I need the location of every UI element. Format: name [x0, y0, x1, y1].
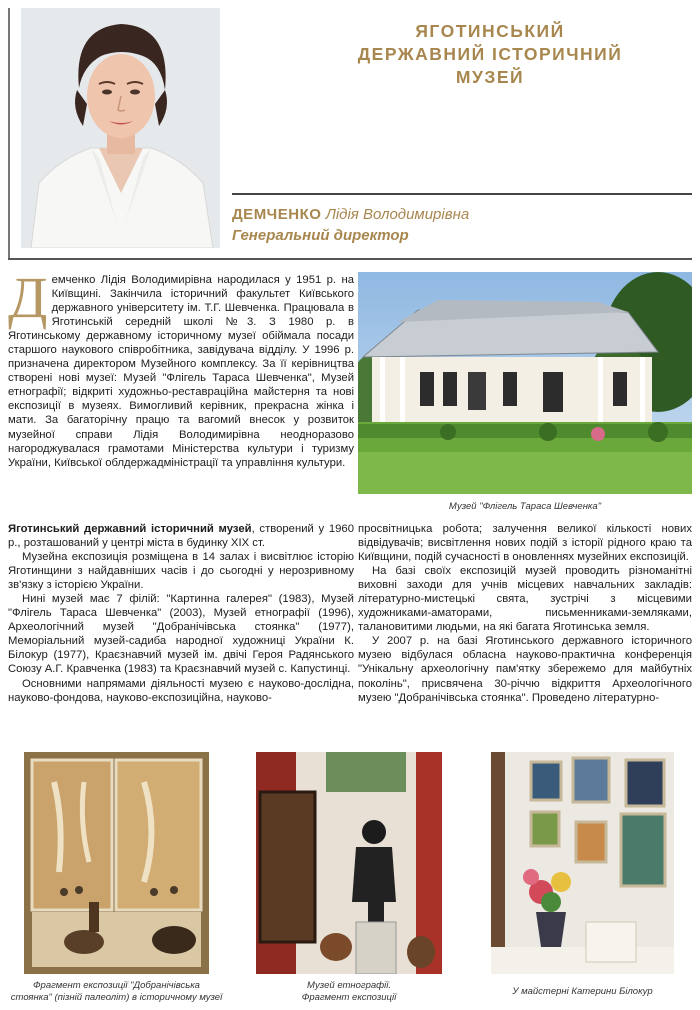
- bio-dropcap: Д: [8, 265, 48, 330]
- article-paragraph: На базі своїх експозицій музей проводить різноманітні виховні заходи для учнів місцевих навчальних закладів: літературно-мистецькі свята, зустрічі з місцевими художниками-аматорами, письменниками-земляками, талановитими людьми, на які багата Яготинська земля.: [358, 565, 692, 634]
- header-divider: [232, 193, 692, 195]
- director-position: Генеральний директор: [232, 227, 409, 244]
- director-portrait: [21, 8, 220, 248]
- article-paragraph: У 2007 р. на базі Яготинського державного історичного музею відбулася обласна науково-практична конференція "Унікальну археологічну пам'ятку збережемо для майбутніх поколінь", присвячена 30-річчю відкриття Археологічного музею "Добранічівська стоянка". Проведено літературно-: [358, 635, 692, 704]
- director-name: [232, 206, 469, 223]
- article-paragraph: Основними напрямами діяльності музею є науково-дослідна, науково-фондова, науково-експозиційна, науково-: [8, 677, 354, 704]
- museum-title: [300, 20, 680, 89]
- caption-line: Фрагмент експозиції "Добранічівська: [33, 980, 200, 991]
- article-column-1: [8, 522, 354, 705]
- caption-dobranichivka: [4, 980, 229, 1004]
- article-paragraph: Музейна експозиція розміщена в 14 залах і висвітлює історію Яготинщини з найдавніших часів і до сьогодні у нерозривному зв'язку з історією України.: [8, 551, 354, 592]
- photo-shevchenko-house: [358, 272, 692, 494]
- bio-text: емченко Лідія Володимирівна народилася у 1951 р. на Київщині. Закінчила історичний факультет Київського державного університету ім. Т.Г. Шевченка. Працювала в Яготинській середній школі №3. З 1980 р. в Яготинському державному історичному музеї обіймала посади старшого наукового співробітника, завідувача відділу. У 1996 р. призначена директором Музейного комплексу. За її керівництва створені нові музеї: Музей "Флігель Тараса Шевченка", Музей етнографії; відкриті художньо-реставраційна майстерня та нові експозиції в музеях. Вимогливий керівник, прекрасна жінка і мати. За багаторічну працю та вагомий внесок у розвиток музейної справи Лідія Володимирівна неодноразово нагороджувалася грамотами Міністерства культури і туризму України, Київської облдержадміністрації та управління культури.: [8, 274, 354, 469]
- caption-shevchenko-house: Музей "Флігель Тараса Шевченка": [448, 501, 602, 512]
- photo-ethnography-museum: [256, 752, 442, 974]
- article-paragraph: просвітницька робота; залучення великої кількості нових відвідувачів; висвітлення нових подій з історії рідного краю та Київщини, подій сучасності в оновленнях музейних експозицій.: [358, 523, 692, 564]
- article-paragraph: [8, 522, 354, 550]
- article-text: , створений у 1960 р., розташований у центрі міста в будинку XIX ст.: [8, 523, 354, 550]
- caption-bilokur-workshop: У майстерні Катерини Білокур: [512, 986, 653, 997]
- museum-title-line-2: ДЕРЖАВНИЙ ІСТОРИЧНИЙ: [357, 44, 623, 64]
- article-paragraph: Нині музей має 7 філій: "Картинна галерея" (1983), Музей "Флігель Тараса Шевченка" (2003), Музей етнографії (1996), Археологічний музей "Добранічівська стоянка" (1977), Меморіальний музей-садиба народної художниці України К. Білокур (1977), Краєзнавчий музей ім. двічі Героя Радянського Союзу А.Г. Кравченка (1983) та Краєзнавчий музей с. Капустинці.: [8, 593, 354, 676]
- photo-dobranichivka-exhibit: [24, 752, 209, 974]
- caption-ethnography: [236, 980, 462, 1004]
- caption-line: Музей етнографії.: [307, 980, 391, 991]
- photo-bilokur-workshop: [491, 752, 674, 974]
- director-surname: ДЕМЧЕНКО: [232, 206, 322, 223]
- director-given-name: Лідія Володимирівна: [325, 206, 470, 223]
- museum-name-bold: Яготинський державний історичний музей: [8, 523, 252, 535]
- article-column-2: [358, 522, 692, 705]
- caption-line: Фрагмент експозиції: [301, 992, 397, 1003]
- director-bio: [8, 265, 354, 470]
- header-left-rule: [8, 8, 10, 259]
- museum-title-line-3: МУЗЕЙ: [455, 67, 525, 87]
- caption-line: стоянка" (пізній палеоліт) в історичному музеї: [10, 992, 223, 1003]
- header-bottom-divider: [8, 258, 692, 260]
- museum-title-line-1: ЯГОТИНСЬКИЙ: [415, 21, 565, 41]
